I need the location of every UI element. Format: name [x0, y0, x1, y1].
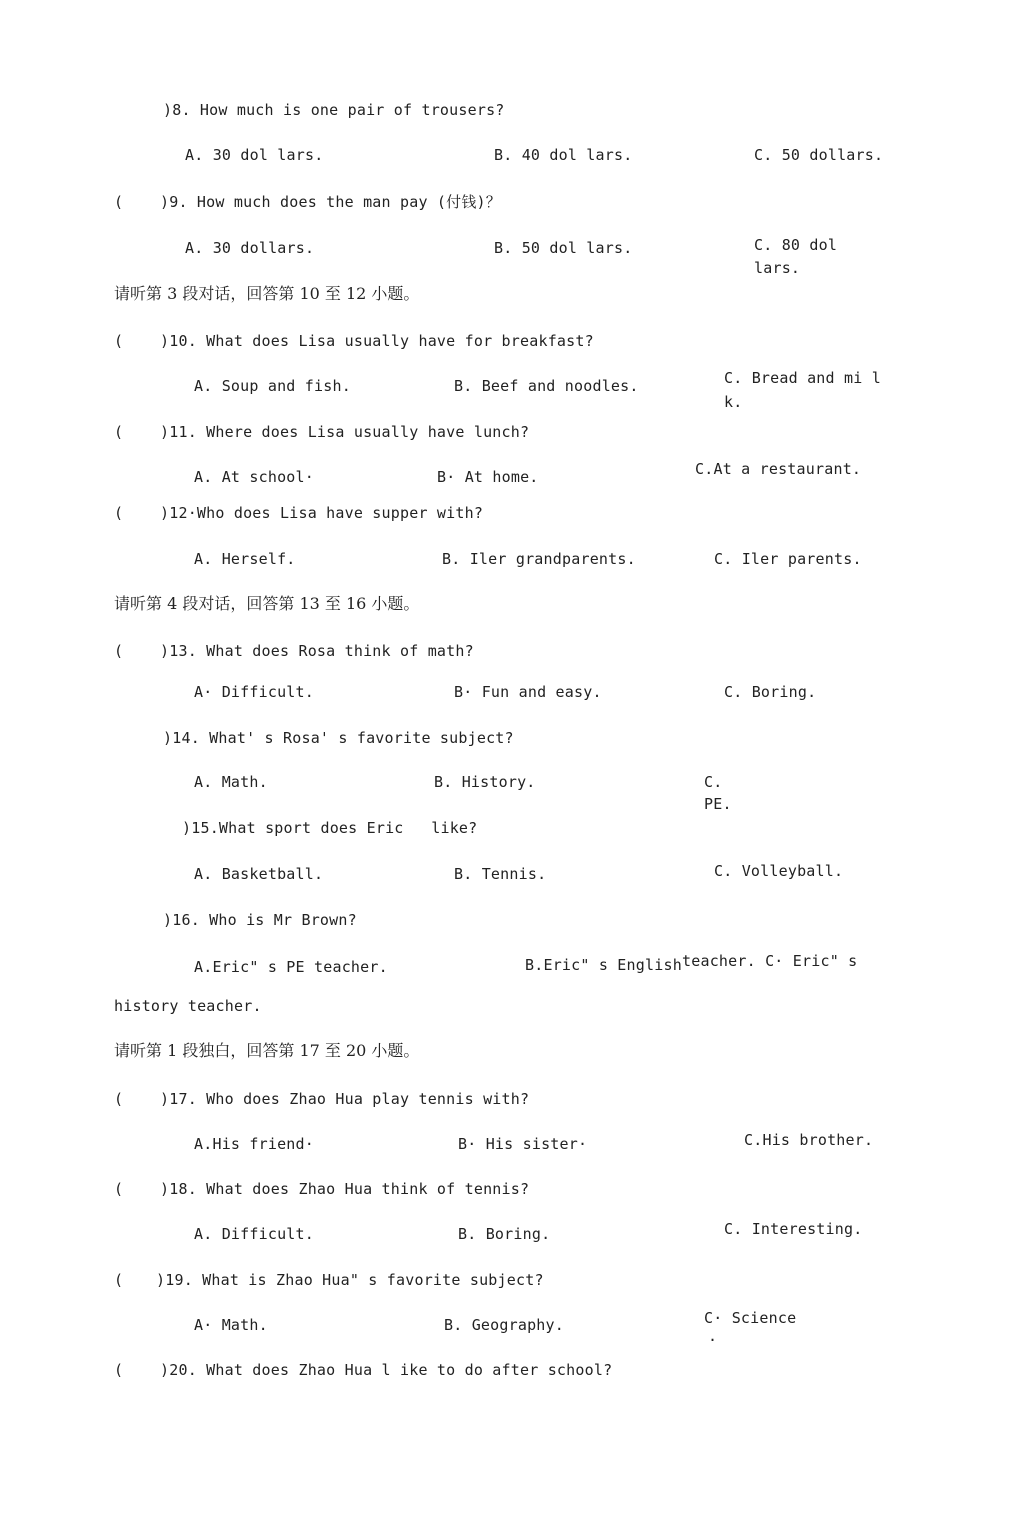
question-14: )14. What' s Rosa' s favorite subject?: [163, 729, 514, 747]
q17-option-a: A.His friend·: [194, 1135, 314, 1153]
q19-option-c-line2: ·: [708, 1331, 718, 1349]
q8-option-b: B. 40 dol lars.: [494, 146, 633, 164]
section-4-heading: 请听第 4 段对话，回答第 13 至 16 小题。: [114, 594, 420, 613]
section-3-heading: 请听第 3 段对话，回答第 10 至 12 小题。: [114, 284, 420, 303]
q9-option-c-line2: lars.: [754, 259, 801, 277]
q11-option-b: B· At home.: [437, 468, 539, 486]
q10-option-c-line1: C. Bread and mi l: [724, 369, 881, 387]
q15-option-a: A. Basketball.: [194, 865, 324, 883]
question-18: )18. What does Zhao Hua think of tennis?: [160, 1180, 530, 1198]
q10-option-b: B. Beef and noodles.: [454, 377, 639, 395]
question-16: )16. Who is Mr Brown?: [163, 911, 357, 929]
q15-option-b: B. Tennis.: [454, 865, 547, 883]
q12-option-a: A. Herself.: [194, 550, 296, 568]
section-1-heading: 请听第 1 段独白，回答第 17 至 20 小题。: [114, 1041, 420, 1060]
q14-option-c-line1: C.: [704, 773, 723, 791]
question-8: )8. How much is one pair of trousers?: [163, 101, 505, 119]
q17-paren: (: [114, 1090, 124, 1108]
q16-option-c: teacher. C· Eric" s: [682, 952, 858, 970]
q12-paren: (: [114, 504, 124, 522]
q13-paren: (: [114, 642, 124, 660]
q11-paren: (: [114, 423, 124, 441]
question-12: )12·Who does Lisa have supper with?: [160, 504, 484, 522]
q18-option-c: C. Interesting.: [724, 1220, 863, 1238]
q9-option-c-line1: C. 80 dol: [754, 236, 838, 254]
q16-option-c-continued: history teacher.: [114, 997, 262, 1015]
q11-option-c: C.At a restaurant.: [695, 460, 862, 478]
q16-option-b: B.Eric" s English: [525, 956, 682, 974]
q10-option-c-line2: k.: [724, 393, 743, 411]
q18-option-b: B. Boring.: [458, 1225, 551, 1243]
q19-option-c-line1: C· Science: [704, 1309, 797, 1327]
q8-option-a: A. 30 dol lars.: [185, 146, 324, 164]
q18-option-a: A. Difficult.: [194, 1225, 314, 1243]
q18-paren: (: [114, 1180, 124, 1198]
q10-option-a: A. Soup and fish.: [194, 377, 351, 395]
question-11: )11. Where does Lisa usually have lunch?: [160, 423, 530, 441]
q15-option-c: C. Volleyball.: [714, 862, 844, 880]
q14-option-a: A. Math.: [194, 773, 268, 791]
q19-option-b: B. Geography.: [444, 1316, 564, 1334]
question-17: )17. Who does Zhao Hua play tennis with?: [160, 1090, 530, 1108]
q11-option-a: A. At school·: [194, 468, 314, 486]
q13-option-b: B· Fun and easy.: [454, 683, 602, 701]
question-10: )10. What does Lisa usually have for breakfast?: [160, 332, 594, 350]
q13-option-c: C. Boring.: [724, 683, 817, 701]
q19-option-a: A· Math.: [194, 1316, 268, 1334]
question-9: )9. How much does the man pay (付钱)？: [160, 193, 501, 211]
q14-option-c-line2: PE.: [704, 795, 732, 813]
question-20: )20. What does Zhao Hua l ike to do after school?: [160, 1361, 613, 1379]
question-19: )19. What is Zhao Hua" s favorite subject?: [156, 1271, 544, 1289]
q17-option-c: C.His brother.: [744, 1131, 874, 1149]
q19-paren: (: [114, 1271, 124, 1289]
q17-option-b: B· His sister·: [458, 1135, 588, 1153]
q9-paren: (: [114, 193, 124, 211]
question-15: )15.What sport does Eric like?: [182, 819, 478, 837]
q14-option-b: B. History.: [434, 773, 536, 791]
q12-option-c: C. Iler parents.: [714, 550, 862, 568]
q9-option-b: B. 50 dol lars.: [494, 239, 633, 257]
q12-option-b: B. Iler grandparents.: [442, 550, 636, 568]
q9-option-a: A. 30 dollars.: [185, 239, 315, 257]
question-13: )13. What does Rosa think of math?: [160, 642, 474, 660]
q13-option-a: A· Difficult.: [194, 683, 314, 701]
q8-option-c: C. 50 dollars.: [754, 146, 884, 164]
q16-option-a: A.Eric" s PE teacher.: [194, 958, 388, 976]
q20-paren: (: [114, 1361, 124, 1379]
q10-paren: (: [114, 332, 124, 350]
